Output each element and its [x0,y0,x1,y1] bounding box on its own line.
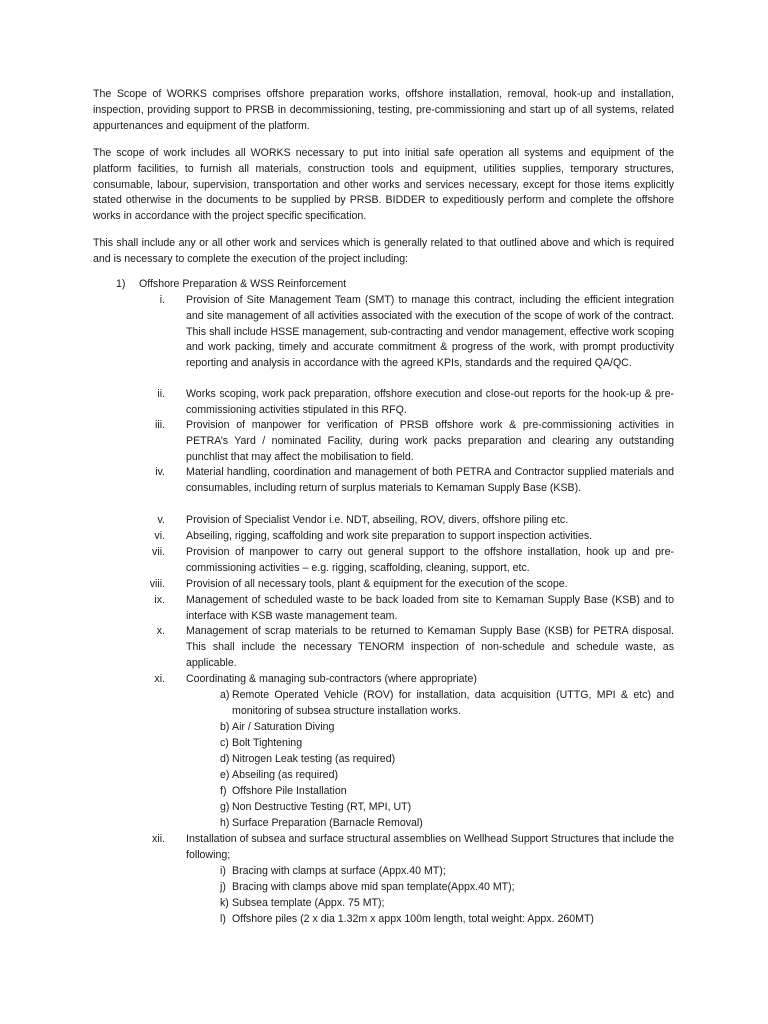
sub-list-item-letter: h) [220,817,230,829]
list-item-text: Material handling, coordination and management of both PETRA and Contractor supplied materials and consumables, including return of surplus materials to Kemaman Supply Base (KSB). [186,466,674,494]
list-item-text: Provision of manpower to carry out general support to the offshore installation, hook up and pre-commissioning activities – e.g. rigging, scaffolding, cleaning, support, etc. [186,546,674,574]
sub-list-item-text: Remote Operated Vehicle (ROV) for installation, data acquisition (UTTG, MPI & etc) and monitoring of subsea structure installation works. [232,689,674,717]
list-item-text: Provision of Specialist Vendor i.e. NDT, abseiling, ROV, divers, offshore piling etc. [186,514,569,526]
intro-paragraph-1: The Scope of WORKS comprises offshore preparation works, offshore installation, removal, hook-up and installation, inspection, providing support to PRSB in decommissioning, testing, pre-commissioning and start up of all systems, related appurtenances and equipment of the platform. [93,88,674,132]
list-item-number: xii. [152,833,165,845]
sub-list-item-letter: i) [220,865,226,877]
list-item-number: ii. [157,388,165,400]
list-item-text: Provision of all necessary tools, plant & equipment for the execution of the scope. [186,578,568,590]
list-item-number: i. [159,294,165,306]
intro-paragraph-3: This shall include any or all other work and services which is generally related to that outlined above and which is required and is necessary to complete the execution of the project including: [93,237,674,265]
list-item-text: Management of scheduled waste to be back loaded from site to Kemaman Supply Base (KSB) and to interface with KSB waste management team. [186,594,674,622]
sub-list-item-letter: b) [220,721,230,733]
sub-list-item-text: Abseiling (as required) [232,769,338,781]
list-item-number: viii. [149,578,165,590]
sub-list-item-letter: a) [220,689,230,701]
intro-paragraph-2: The scope of work includes all WORKS necessary to put into initial safe operation all systems and equipment of the platform facilities, to furnish all materials, construction tools and equipment, utilities supplies, temporary structures, consumable, labour, supervision, transportation and other works and services necessary, except for those items explicitly stated otherwise in the documents to be supplied by PRSB. BIDDER to expeditiously perform and complete the offshore works in accordance with the project specific specification. [93,147,674,223]
list-item-number: vi. [154,530,165,542]
sub-list-item-letter: e) [220,769,230,781]
sub-list-item-letter: j) [220,881,226,893]
section-number: 1) [116,278,126,290]
sub-list-item-text: Nitrogen Leak testing (as required) [232,753,396,765]
sub-list-item-text: Non Destructive Testing (RT, MPI, UT) [232,801,412,813]
list-item-text: Abseiling, rigging, scaffolding and work site preparation to support inspection activities. [186,530,593,542]
sub-list-item-letter: f) [220,785,227,797]
sub-list-item-text: Offshore piles (2 x dia 1.32m x appx 100m length, total weight: Appx. 260MT) [232,913,594,925]
sub-list-item-text: Bolt Tightening [232,737,303,749]
sub-list-item-letter: l) [220,913,226,925]
sub-list-item-text: Bracing with clamps at surface (Appx.40 MT); [232,865,446,877]
sub-list-item-text: Air / Saturation Diving [232,721,335,733]
list-item-text: Coordinating & managing sub-contractors (where appropriate) [186,673,477,685]
sub-list-item-letter: d) [220,753,230,765]
section-title: Offshore Preparation & WSS Reinforcement [139,278,347,290]
list-item-number: vii. [152,546,165,558]
sub-list-item-text: Subsea template (Appx. 75 MT); [232,897,385,909]
sub-list-item-text: Bracing with clamps above mid span template(Appx.40 MT); [232,881,515,893]
list-item-text: Provision of manpower for verification of PRSB offshore work & pre-commissioning activities in PETRA’s Yard / nominated Facility, during work packs preparation and clearing any outstanding punchlist that may affect the mobilisation to field. [186,419,674,463]
list-item-text: Management of scrap materials to be returned to Kemaman Supply Base (KSB) for PETRA disposal. This shall include the necessary TENORM inspection of non-schedule and schedule waste, as applicable. [186,625,674,669]
sub-list-item-text: Surface Preparation (Barnacle Removal) [232,817,423,829]
list-item-number: xi. [154,673,165,685]
list-item-text: Provision of Site Management Team (SMT) to manage this contract, including the efficient integration and site management of all activities associated with the execution of the scope of work of the contract. This shall include HSSE management, sub-contracting and vendor management, effective work scoping and work packing, timely and accurate commitment & progress of the work, with prompt productivity reporting and analysis in accordance with the agreed KPIs, standards and the required QA/QC. [186,294,674,370]
sub-list-item-letter: k) [220,897,229,909]
list-item-number: iii. [154,419,165,431]
list-item-number: x. [156,625,165,637]
sub-list-item-letter: c) [220,737,229,749]
list-item-number: v. [157,514,165,526]
list-item-number: ix. [154,594,165,606]
sub-list-item-text: Offshore Pile Installation [232,785,347,797]
sub-list-item-letter: g) [220,801,230,813]
list-item-number: iv. [155,466,165,478]
list-item-text: Works scoping, work pack preparation, offshore execution and close-out reports for the hook-up & pre-commissioning activities stipulated in this RFQ. [186,388,674,416]
list-item-text: Installation of subsea and surface structural assemblies on Wellhead Support Structures that include the following; [186,833,674,861]
